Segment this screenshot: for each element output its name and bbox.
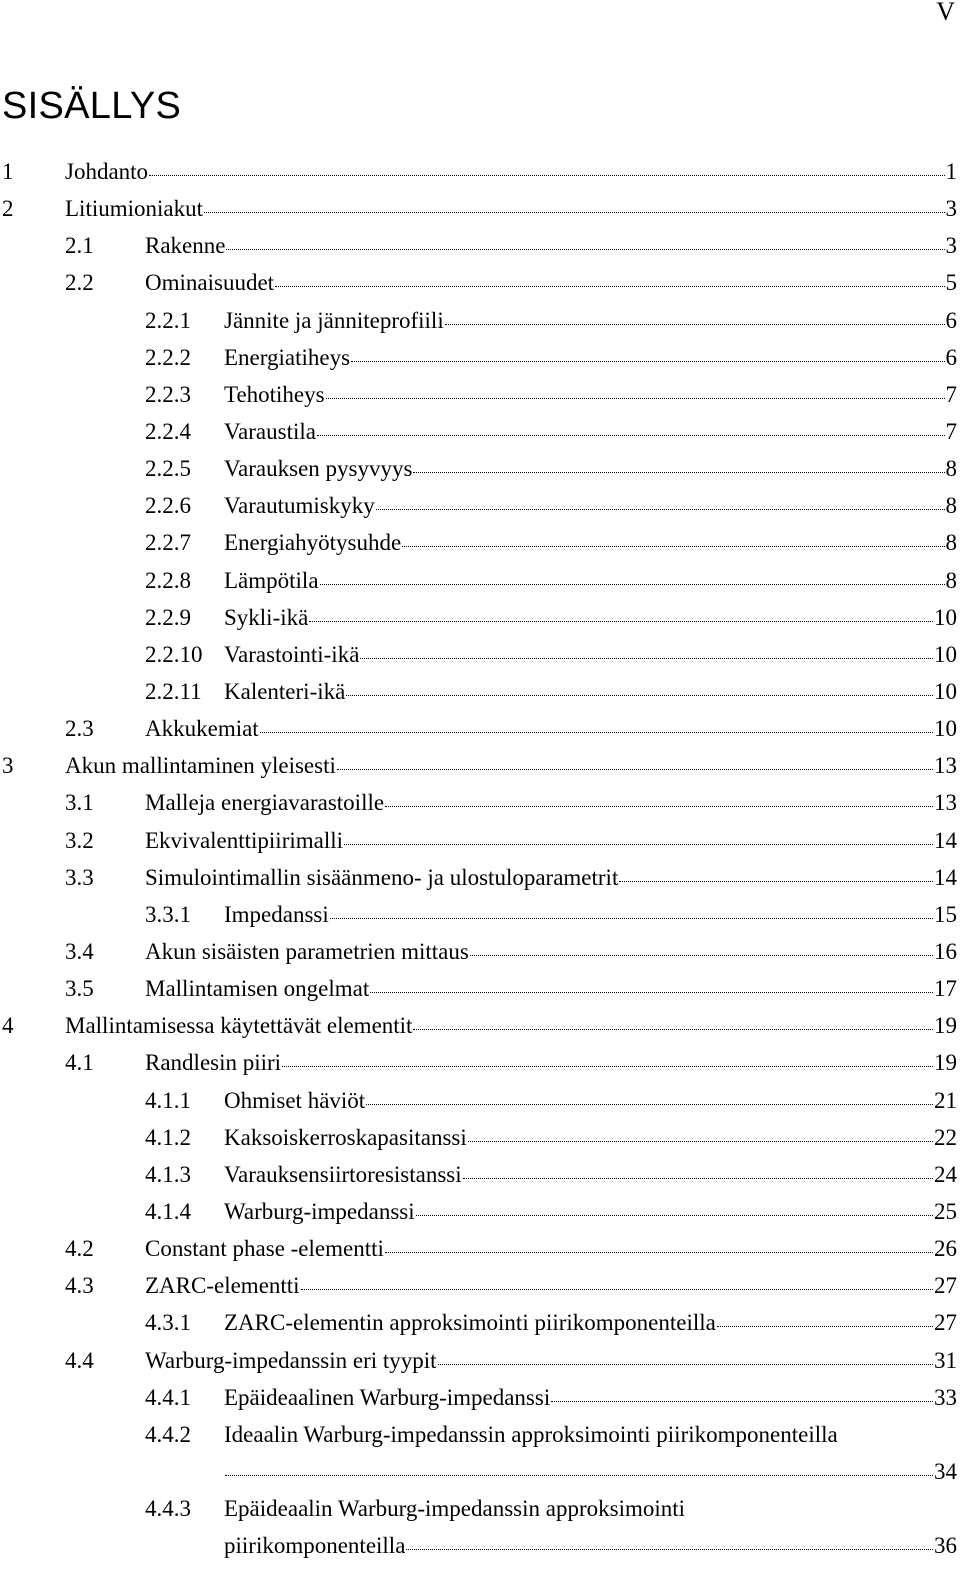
toc-entry-number: 3.4 [65,938,94,964]
toc-entry-title: Akun sisäisten parametrien mittaus [145,938,469,964]
toc-entry-page: 17 [934,976,957,1002]
dot-leader [438,1364,933,1365]
toc-entry-line [224,1125,957,1151]
toc-entry[interactable] [0,637,957,674]
toc-entry-page: 15 [934,901,957,927]
table-of-contents [0,154,957,1565]
toc-entry-number: 3.3 [65,864,94,890]
toc-entry-line [145,233,957,259]
toc-entry-page: 36 [934,1533,957,1559]
toc-entry-number: 4.1.3 [145,1161,191,1187]
toc-entry-number: 2.2.2 [145,344,191,370]
toc-entry-title: Constant phase -elementti [145,1236,384,1262]
toc-entry[interactable] [0,377,957,414]
toc-entry-number: 3.5 [65,976,94,1002]
toc-entry-page: 25 [934,1198,957,1224]
toc-entry-line [224,1459,957,1485]
toc-entry-line [224,1088,957,1114]
dot-leader [370,992,933,993]
dot-leader [351,361,944,362]
toc-entry[interactable] [0,1157,957,1194]
toc-entry[interactable] [0,1231,957,1268]
toc-entry-line [224,1385,957,1411]
toc-entry-line [224,1199,957,1225]
toc-entry-line [145,828,957,854]
toc-entry-line [145,939,957,965]
toc-entry-number: 4.4.3 [145,1496,191,1522]
toc-entry-page: 5 [945,270,957,296]
toc-entry-number: 2.2.11 [145,678,202,704]
dot-leader [344,844,933,845]
toc-entry-line [145,865,957,891]
toc-entry-number: 2.2.4 [145,418,191,444]
toc-entry-number: 2 [2,196,14,222]
toc-entry-number: 4.3.1 [145,1310,191,1336]
toc-entry[interactable] [0,600,957,637]
toc-entry-line [224,902,957,928]
toc-entry[interactable] [0,674,957,711]
toc-entry-title: Epäideaalinen Warburg-impedanssi [224,1384,551,1410]
dot-leader [717,1326,933,1327]
toc-entry-line [145,1236,957,1262]
toc-entry-number: 4.3 [65,1273,94,1299]
dot-leader [337,769,933,770]
dot-leader [260,732,933,733]
toc-entry-page: 3 [945,196,957,222]
toc-entry[interactable] [0,191,957,228]
toc-entry-number: 2.1 [65,233,94,259]
toc-entry[interactable] [0,488,957,525]
toc-entry[interactable] [0,785,957,822]
dot-leader [360,658,933,659]
toc-entry-line [224,1533,957,1559]
toc-entry-page: 26 [934,1236,957,1262]
dot-leader [463,1178,933,1179]
toc-entry-number: 2.2.9 [145,604,191,630]
toc-entry-number: 1 [2,159,14,184]
toc-entry-number: 4.2 [65,1236,94,1262]
toc-entry-line [65,753,957,779]
toc-entry-title: Akun mallintaminen yleisesti [65,753,336,779]
toc-entry[interactable] [0,1083,957,1120]
toc-entry-number: 2.2.6 [145,493,191,519]
toc-entry-page: 14 [934,827,957,853]
toc-entry-number: 2.2.1 [145,307,191,333]
toc-entry-number: 4.4 [65,1347,94,1373]
toc-entry[interactable] [0,897,957,934]
dot-leader [317,435,945,436]
toc-entry[interactable] [0,860,957,897]
toc-entry[interactable] [0,1343,957,1380]
toc-entry[interactable] [0,1194,957,1231]
toc-entry-page: 1 [945,159,957,184]
toc-entry-line [145,1273,957,1299]
toc-entry-number: 4 [2,1013,14,1039]
dot-leader [416,1215,933,1216]
toc-entry-title: Jännite ja jänniteprofiili [224,307,444,333]
dot-leader [346,695,933,696]
toc-entry-title: Tehotiheys [224,381,325,407]
dot-leader [366,1104,933,1105]
toc-entry-page: 14 [934,864,957,890]
toc-entry-title: Ekvivalenttipiirimalli [145,827,344,853]
toc-entry-title: Energiatiheys [224,344,351,370]
toc-entry-page: 13 [934,753,957,779]
toc-entry-line [145,716,957,742]
toc-entry-title: Epäideaalin Warburg-impedanssin approksimointi [224,1496,686,1522]
toc-entry-title: Akkukemiat [145,716,259,742]
toc-entry-title: Varaustila [224,418,316,444]
dot-leader [225,1475,933,1476]
toc-entry-title: Johdanto [65,159,149,184]
dot-leader [309,621,933,622]
toc-entry-line [145,1050,957,1076]
toc-entry-title: ZARC-elementti [145,1273,300,1299]
dot-leader [413,1029,933,1030]
toc-entry-title: Impedanssi [224,901,329,927]
toc-entry-page: 21 [934,1087,957,1113]
toc-entry[interactable] [0,154,957,191]
toc-entry-line [65,196,957,222]
dot-leader [470,955,933,956]
page-number: V [936,0,955,26]
toc-entry[interactable] [0,1268,957,1305]
toc-entry-page: 10 [934,678,957,704]
toc-entry[interactable] [0,1305,957,1342]
toc-entry-title: Kalenteri-ikä [224,678,346,704]
toc-entry-line [224,1162,957,1188]
toc-entry-title: Litiumioniakut [65,196,203,222]
toc-entry-line [145,270,957,296]
toc-entry[interactable] [0,1120,957,1157]
toc-entry-line [224,382,957,408]
toc-entry-number: 2.2.7 [145,530,191,556]
toc-entry-title: Randlesin piiri [145,1050,282,1076]
toc-entry-line [224,308,957,334]
toc-entry-title: Ideaalin Warburg-impedanssin approksimointi piirikomponenteilla [224,1421,838,1447]
toc-entry-number: 4.1 [65,1050,94,1076]
toc-entry-number: 2.2 [65,270,94,296]
dot-leader [385,1252,933,1253]
toc-entry-number: 3 [2,753,14,779]
toc-entry-number: 2.2.8 [145,567,191,593]
dot-leader [204,212,945,213]
toc-entry-line [65,1013,957,1039]
toc-entry-title: Warburg-impedanssi [224,1198,415,1224]
toc-entry-line [224,419,957,445]
toc-entry[interactable] [0,525,957,562]
toc-entry-page: 8 [945,493,957,519]
toc-entry-page: 3 [945,233,957,259]
toc-entry-title: Ohmiset häviöt [224,1087,366,1113]
toc-entry-page: 7 [945,381,957,407]
toc-entry-number: 2.3 [65,716,94,742]
toc-entry-title: Varastointi-ikä [224,641,360,667]
toc-entry-page: 10 [934,641,957,667]
toc-entry-page: 7 [945,418,957,444]
dot-leader [301,1289,933,1290]
toc-entry-title: Sykli-ikä [224,604,309,630]
toc-entry[interactable] [0,340,957,377]
toc-entry[interactable] [0,1417,957,1491]
toc-entry-line [145,976,957,1002]
toc-entry[interactable] [0,971,957,1008]
toc-entry-title: Varauksensiirtoresistanssi [224,1161,462,1187]
toc-entry-line [224,493,957,519]
toc-entry-page: 24 [934,1161,957,1187]
toc-entry-title: Lämpötila [224,567,319,593]
toc-entry-number: 4.1.1 [145,1087,191,1113]
dot-leader [149,175,944,176]
toc-entry-title: ZARC-elementin approksimointi piirikomponenteilla [224,1310,716,1336]
dot-leader [385,806,933,807]
toc-entry-line [224,605,957,631]
toc-entry[interactable] [0,748,957,785]
toc-entry[interactable] [0,414,957,451]
dot-leader [226,249,944,250]
toc-entry-number: 3.1 [65,790,94,816]
toc-entry[interactable] [0,303,957,340]
toc-entry-page: 19 [934,1013,957,1039]
toc-entry-page: 27 [934,1273,957,1299]
toc-entry-page: 31 [934,1347,957,1373]
toc-entry-title-continued: piirikomponenteilla [224,1533,406,1559]
toc-entry-title: Warburg-impedanssin eri tyypit [145,1347,437,1373]
toc-entry-number: 4.4.2 [145,1421,191,1447]
toc-entry-line [224,568,957,594]
toc-entry[interactable] [0,451,957,488]
dot-leader [326,398,945,399]
toc-entry-title: Kaksoiskerroskapasitanssi [224,1124,467,1150]
toc-entry-page: 8 [945,567,957,593]
toc-entry-page: 16 [934,938,957,964]
toc-entry[interactable] [0,563,957,600]
toc-entry-number: 4.4.1 [145,1384,191,1410]
toc-entry-title: Mallintamisen ongelmat [145,976,370,1002]
toc-entry-line [224,530,957,556]
dot-leader [282,1066,933,1067]
toc-entry[interactable] [0,228,957,265]
toc-entry-page: 8 [945,530,957,556]
toc-entry-number: 2.2.5 [145,456,191,482]
toc-entry[interactable] [0,1380,957,1417]
toc-entry-line [224,345,957,371]
toc-entry-title: Varautumiskyky [224,493,375,519]
dot-leader [619,881,933,882]
toc-entry[interactable] [0,934,957,971]
toc-entry-number: 2.2.3 [145,381,191,407]
toc-entry-number: 2.2.10 [145,641,203,667]
toc-heading: SISÄLLYS [2,85,182,127]
dot-leader [376,509,945,510]
toc-entry[interactable] [0,711,957,748]
dot-leader [275,286,944,287]
toc-entry-page: 6 [945,344,957,370]
toc-entry-title: Varauksen pysyvyys [224,456,413,482]
toc-entry[interactable] [0,1491,957,1565]
toc-entry-title: Energiahyötysuhde [224,530,402,556]
toc-entry-page: 19 [934,1050,957,1076]
toc-entry[interactable] [0,1045,957,1082]
dot-leader [445,324,945,325]
toc-entry-page: 10 [934,604,957,630]
dot-leader [320,584,945,585]
toc-entry-number: 4.1.4 [145,1198,191,1224]
toc-entry-title: Rakenne [145,233,226,259]
toc-entry[interactable] [0,823,957,860]
toc-entry-page: 6 [945,307,957,333]
toc-entry-line [224,679,957,705]
toc-entry-page: 33 [934,1384,957,1410]
dot-leader [406,1549,933,1550]
dot-leader [551,1401,933,1402]
toc-entry-number: 4.1.2 [145,1124,191,1150]
dot-leader [468,1141,933,1142]
toc-entry-title: Malleja energiavarastoille [145,790,385,816]
dot-leader [402,546,944,547]
toc-entry-page: 34 [934,1458,957,1484]
dot-leader [413,472,944,473]
toc-entry-page: 13 [934,790,957,816]
toc-entry-line [145,790,957,816]
toc-entry-line [145,1348,957,1374]
toc-entry-line [224,642,957,668]
toc-entry-page: 10 [934,716,957,742]
toc-entry-line [224,1310,957,1336]
toc-entry-line [65,159,957,185]
toc-entry[interactable] [0,265,957,302]
toc-entry-title: Mallintamisessa käytettävät elementit [65,1013,413,1039]
toc-entry-number: 3.2 [65,827,94,853]
toc-entry-line [224,456,957,482]
toc-entry-number: 3.3.1 [145,901,191,927]
toc-entry-page: 22 [934,1124,957,1150]
toc-entry-page: 27 [934,1310,957,1336]
toc-entry[interactable] [0,1008,957,1045]
toc-entry-page: 8 [945,456,957,482]
dot-leader [330,918,933,919]
toc-entry-title: Simulointimallin sisäänmeno- ja ulostuloparametrit [145,864,619,890]
toc-entry-title: Ominaisuudet [145,270,275,296]
